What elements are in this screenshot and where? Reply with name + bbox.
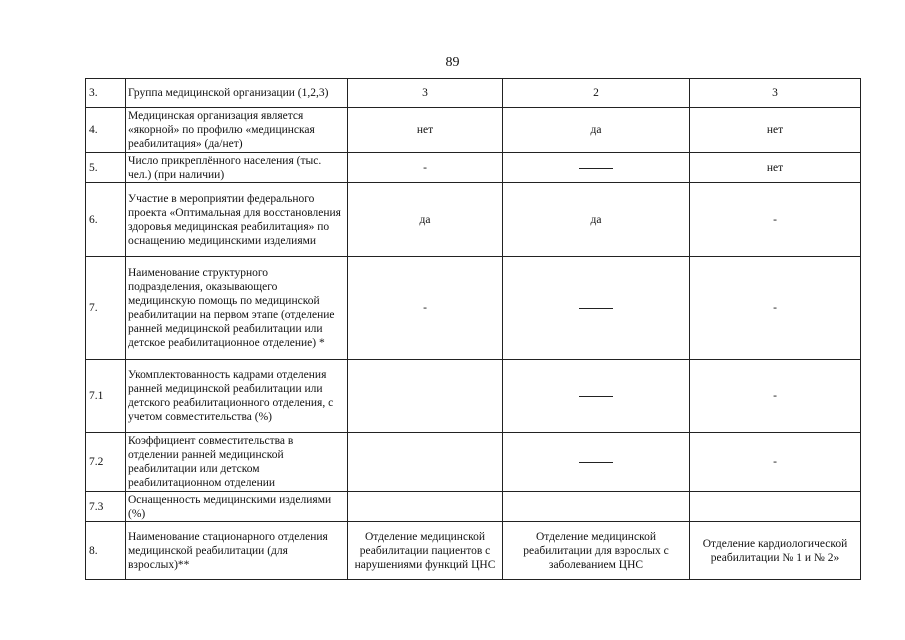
row-number: 4.: [86, 108, 126, 153]
row-number: 5.: [86, 153, 126, 183]
row-number: 6.: [86, 183, 126, 257]
row-number: 7.1: [86, 360, 126, 433]
value-cell-3: Отделение кардиологической реабилитации № 1 и № 2»: [690, 522, 861, 580]
table-row: [86, 433, 861, 492]
value-cell-2: да: [503, 183, 690, 257]
value-cell-1: [348, 360, 503, 433]
row-number: 7.: [86, 257, 126, 360]
table-row: [86, 183, 861, 257]
table-row: [86, 360, 861, 433]
value-cell-1: Отделение медицинской реабилитации пациентов с нарушениями функций ЦНС: [348, 522, 503, 580]
dash-line: [579, 461, 613, 463]
value-cell-2: Отделение медицинской реабилитации для взрослых с заболеванием ЦНС: [503, 522, 690, 580]
value-cell-2: 2: [503, 79, 690, 108]
value-cell-2: [503, 153, 690, 183]
row-label: Коэффициент совместительства в отделении ранней медицинской реабилитации или детском реабилитационном отделении: [126, 433, 348, 492]
row-label: Оснащенность медицинскими изделиями (%): [126, 492, 348, 522]
value-cell-1: -: [348, 257, 503, 360]
row-label: Наименование структурного подразделения, оказывающего медицинскую помощь по медицинской реабилитации на первом этапе (отделение ранней медицинской реабилитации или детское реабилитационное отделение) *: [126, 257, 348, 360]
value-cell-1: нет: [348, 108, 503, 153]
data-table: [85, 78, 861, 580]
value-cell-1: -: [348, 153, 503, 183]
table-row: [86, 257, 861, 360]
dash-line: [579, 167, 613, 169]
table-row: [86, 108, 861, 153]
row-label: Группа медицинской организации (1,2,3): [126, 79, 348, 108]
row-number: 7.2: [86, 433, 126, 492]
value-cell-3: -: [690, 360, 861, 433]
value-cell-3: нет: [690, 108, 861, 153]
value-cell-3: нет: [690, 153, 861, 183]
value-cell-1: 3: [348, 79, 503, 108]
row-number: 3.: [86, 79, 126, 108]
value-cell-3: -: [690, 257, 861, 360]
table-row: [86, 79, 861, 108]
value-cell-3: [690, 492, 861, 522]
value-cell-1: [348, 433, 503, 492]
value-cell-1: да: [348, 183, 503, 257]
table-row: [86, 492, 861, 522]
value-cell-2: [503, 433, 690, 492]
row-label: Укомплектованность кадрами отделения ранней медицинской реабилитации или детского реабилитационного отделения, с учетом совместительства (%): [126, 360, 348, 433]
row-label: Наименование стационарного отделения медицинской реабилитации (для взрослых)**: [126, 522, 348, 580]
value-cell-3: -: [690, 183, 861, 257]
value-cell-3: 3: [690, 79, 861, 108]
row-number: 8.: [86, 522, 126, 580]
row-label: Участие в мероприятии федерального проекта «Оптимальная для восстановления здоровья медицинская реабилитация» по оснащению медицинскими изделиями: [126, 183, 348, 257]
value-cell-1: [348, 492, 503, 522]
value-cell-2: [503, 360, 690, 433]
row-label: Число прикреплённого населения (тыс. чел.) (при наличии): [126, 153, 348, 183]
dash-line: [579, 395, 613, 397]
row-label: Медицинская организация является «якорной» по профилю «медицинская реабилитация» (да/нет): [126, 108, 348, 153]
value-cell-2: да: [503, 108, 690, 153]
value-cell-2: [503, 257, 690, 360]
row-number: 7.3: [86, 492, 126, 522]
dash-line: [579, 307, 613, 309]
page-number: 89: [445, 55, 460, 70]
table-row: [86, 153, 861, 183]
value-cell-3: -: [690, 433, 861, 492]
value-cell-2: [503, 492, 690, 522]
table-row: [86, 522, 861, 580]
